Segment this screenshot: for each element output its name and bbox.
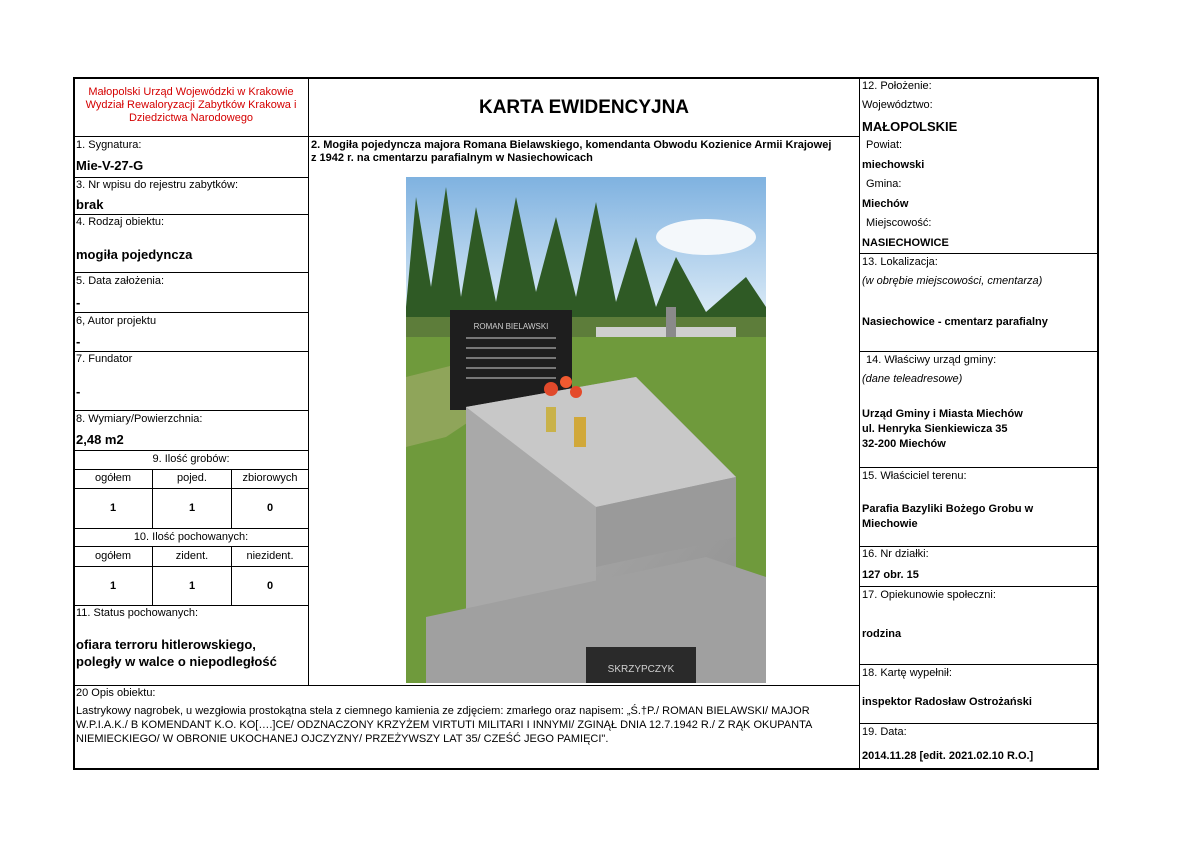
field-10-header-unidentified: niezident.: [246, 550, 294, 562]
rule: [74, 469, 308, 470]
description-line: W.P.I.A.K./ B KOMENDANT K.O. KO[….]CE/ ODZNACZONY KRZYŻEM VIRTUTI MILITARI I INNYMI/ ZGINĄŁ DNIA 12.7.1942 R./ Z RĄK OKUPANTA: [76, 719, 813, 731]
field-18-value: inspektor Radosław Ostrożański: [862, 696, 1032, 708]
rule: [859, 723, 1098, 724]
field-20-text: [76, 704, 856, 746]
field-15-line: Parafia Bazyliki Bożego Grobu w: [862, 503, 1034, 515]
field-19-value: 2014.11.28 [edit. 2021.02.10 R.O.]: [862, 750, 1034, 762]
rule: [74, 136, 859, 137]
voivodeship-value: MAŁOPOLSKIE: [862, 119, 958, 134]
object-title-line: 2. Mogiła pojedyncza majora Romana Bielawskiego, komendanta Obwodu Kozienice Armii Krajowej: [311, 139, 832, 151]
rule: [74, 546, 308, 547]
field-14-line: ul. Henryka Sienkiewicza 35: [862, 423, 1008, 435]
field-8-label: 8. Wymiary/Powierzchnia:: [76, 413, 203, 425]
rule: [74, 410, 308, 411]
stele-inscription: ROMAN BIELAWSKI: [473, 322, 549, 331]
field-13-hint: (w obrębie miejscowości, cmentarza): [862, 275, 1043, 287]
field-1-value: Mie-V-27-G: [76, 158, 144, 173]
page-title: KARTA EWIDENCYJNA: [478, 97, 690, 118]
field-5-label: 5. Data założenia:: [76, 275, 165, 287]
office-name: [76, 86, 306, 125]
field-4-value: mogiła pojedyncza: [76, 247, 193, 262]
field-10-unidentified: 0: [266, 580, 274, 592]
field-7-label: 7. Fundator: [76, 353, 133, 365]
field-7-value: -: [76, 384, 81, 399]
rule: [74, 566, 308, 567]
rule: [74, 488, 308, 489]
rule: [74, 605, 308, 606]
voivodeship-label: Województwo:: [862, 99, 933, 111]
rule: [859, 586, 1098, 587]
field-12-label: 12. Położenie:: [862, 80, 932, 92]
gmina-label: Gmina:: [866, 178, 902, 190]
field-11-value: [76, 636, 277, 670]
object-title-line: z 1942 r. na cmentarzu parafialnym w Nasiechowicach: [311, 152, 593, 164]
gmina-value: Miechów: [862, 198, 909, 210]
field-15-label: 15. Właściciel terenu:: [862, 470, 967, 482]
field-1-label: 1. Sygnatura:: [76, 139, 142, 151]
field-18-label: 18. Kartę wypełnił:: [862, 667, 952, 679]
rule: [859, 664, 1098, 665]
object-title: [311, 139, 857, 165]
rule: [74, 351, 308, 352]
field-16-value: 127 obr. 15: [862, 569, 919, 581]
field-10-total: 1: [109, 580, 117, 592]
field-9-single: 1: [188, 502, 196, 514]
field-13-label: 13. Lokalizacja:: [862, 256, 938, 268]
grave-photo-illustration: [406, 177, 766, 683]
field-6-value: -: [76, 334, 81, 349]
field-10-header-identified: zident.: [175, 550, 209, 562]
field-14-value: [862, 407, 1023, 452]
field-15-line: Miechowie: [862, 518, 918, 530]
rule: [74, 177, 308, 178]
rule: [859, 546, 1098, 547]
field-9-label: 9. Ilość grobów:: [152, 453, 230, 465]
field-14-hint: (dane teleadresowe): [862, 373, 963, 385]
powiat-label: Powiat:: [866, 139, 903, 151]
field-9-header-single: pojed.: [177, 472, 207, 484]
rule: [74, 685, 859, 686]
field-14-label: 14. Właściwy urząd gminy:: [866, 354, 997, 366]
rule: [859, 351, 1098, 352]
field-10-header-total: ogółem: [94, 550, 132, 562]
field-5-value: -: [76, 295, 81, 310]
divider-left: [308, 78, 309, 685]
rule: [74, 528, 308, 529]
field-9-header-total: ogółem: [94, 472, 132, 484]
rule: [74, 272, 308, 273]
field-11-line: ofiara terroru hitlerowskiego,: [76, 637, 256, 652]
field-17-value: rodzina: [862, 628, 902, 640]
field-4-label: 4. Rodzaj obiektu:: [76, 216, 165, 228]
field-8-value: 2,48 m2: [76, 432, 124, 447]
description-line: NIEMIECKIEGO/ W OBRONIE UKOCHANEJ OJCZYZNY/ PRZEŻYWSZY LAT 35/ CZEŚĆ JEGO PAMIĘCI".: [76, 733, 609, 745]
field-9-total: 1: [109, 502, 117, 514]
field-19-label: 19. Data:: [862, 726, 907, 738]
field-17-label: 17. Opiekunowie społeczni:: [862, 589, 996, 601]
rule: [859, 253, 1098, 254]
rule: [859, 467, 1098, 468]
field-14-line: 32-200 Miechów: [862, 438, 946, 450]
field-9-collective: 0: [266, 502, 274, 514]
field-6-label: 6, Autor projektu: [76, 315, 157, 327]
divider-right: [859, 78, 860, 769]
description-line: Lastrykowy nagrobek, u wezgłowia prostokątna stela z ciemnego kamienia ze zdjęciem: zmarłego oraz napisem: „Ś.†P./ ROMAN BIELAWSKI/ MAJOR: [76, 705, 810, 717]
field-10-identified: 1: [188, 580, 196, 592]
field-3-value: brak: [76, 197, 104, 212]
rule: [74, 312, 308, 313]
rule: [74, 450, 308, 451]
grave-photo: [406, 177, 766, 683]
office-line: Dziedzictwa Narodowego: [128, 112, 254, 124]
field-14-line: Urząd Gminy i Miasta Miechów: [862, 408, 1023, 420]
field-15-value: [862, 502, 1033, 532]
locality-label: Miejscowość:: [866, 217, 932, 229]
field-11-label: 11. Status pochowanych:: [76, 607, 199, 619]
field-11-line: poległy w walce o niepodległość: [76, 654, 277, 669]
field-13-value: Nasiechowice - cmentarz parafialny: [862, 316, 1048, 328]
field-9-header-collective: zbiorowych: [242, 472, 298, 484]
field-20-label: 20 Opis obiektu:: [76, 687, 156, 699]
field-3-label: 3. Nr wpisu do rejestru zabytków:: [76, 179, 239, 191]
office-line: Wydział Rewaloryzacji Zabytków Krakowa i: [85, 99, 297, 111]
office-line: Małopolski Urząd Wojewódzki w Krakowie: [88, 86, 294, 98]
field-16-label: 16. Nr działki:: [862, 548, 929, 560]
locality-value: NASIECHOWICE: [862, 237, 949, 249]
rule: [74, 214, 308, 215]
plaque-inscription: SKRZYPCZYK: [607, 664, 675, 675]
field-10-label: 10. Ilość pochowanych:: [133, 531, 249, 543]
powiat-value: miechowski: [862, 159, 925, 171]
